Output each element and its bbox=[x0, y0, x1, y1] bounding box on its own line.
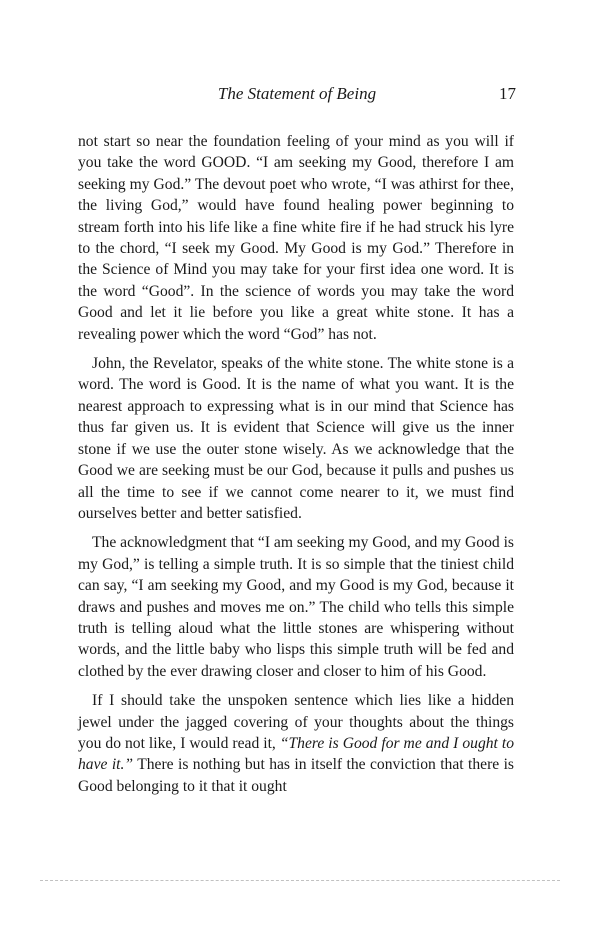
page-number: 17 bbox=[499, 84, 516, 103]
scan-bottom-edge bbox=[40, 880, 560, 882]
paragraph-1: not start so near the foundation feeling of your mind as you will if you take the word GOOD. “I am seeking my Good, therefore I am seeking my God.” The devout poet who wrote, “I was athirst for thee, the living God,” would have found healing power beginning to stream forth into his life like a fine white fire if he had struck his lyre to the chord, “I seek my Good. My Good is my God.” Therefore in the Science of Mind you may take for your first idea one word. It is the word “Good”. In the science of words you may take the word Good and let it lie before you like a great white stone. It has a revealing power which the word “God” has not. bbox=[78, 133, 514, 343]
paragraph-4-italic-quote: “There is Good for me and I ought to have it.” bbox=[78, 734, 514, 774]
paragraph-4 bbox=[78, 690, 514, 797]
body-text bbox=[78, 131, 514, 805]
running-title: The Statement of Being bbox=[217, 84, 377, 103]
paragraph-3: The acknowledgment that “I am seeking my Good, and my Good is my God,” is telling a simple truth. It is so simple that the tiniest child can say, “I am seeking my Good, and my Good is my God, because it draws and pushes and moves me on.” The child who tells this simple truth is telling aloud what the little stones are whispering without words, and the little baby who lisps this simple truth will be fed and clothed by the ever drawing closer and closer to him of his Good. bbox=[78, 534, 514, 680]
paragraph-2: John, the Revelator, speaks of the white stone. The white stone is a word. The word is Good. It is the name of what you want. It is the nearest approach to expressing what is in our mind that Science has thus far given us. It is evident that Science will give us the inner stone if we use the outer stone wisely. As we acknowledge that the Good we are seeking must be our God, because it pulls and pushes us all the time to see if we cannot come nearer to it, we must find ourselves better and better satisfied. bbox=[78, 355, 514, 522]
page-header bbox=[78, 84, 516, 108]
paragraph-4-end: There is nothing but has in itself the conviction that there is Good belonging to it that it ought bbox=[78, 756, 514, 795]
paragraph-4-start: If I should take the unspoken sentence which lies like a hidden jewel under the jagged covering of your thoughts about the things you do not like, I would read it, bbox=[78, 692, 514, 752]
